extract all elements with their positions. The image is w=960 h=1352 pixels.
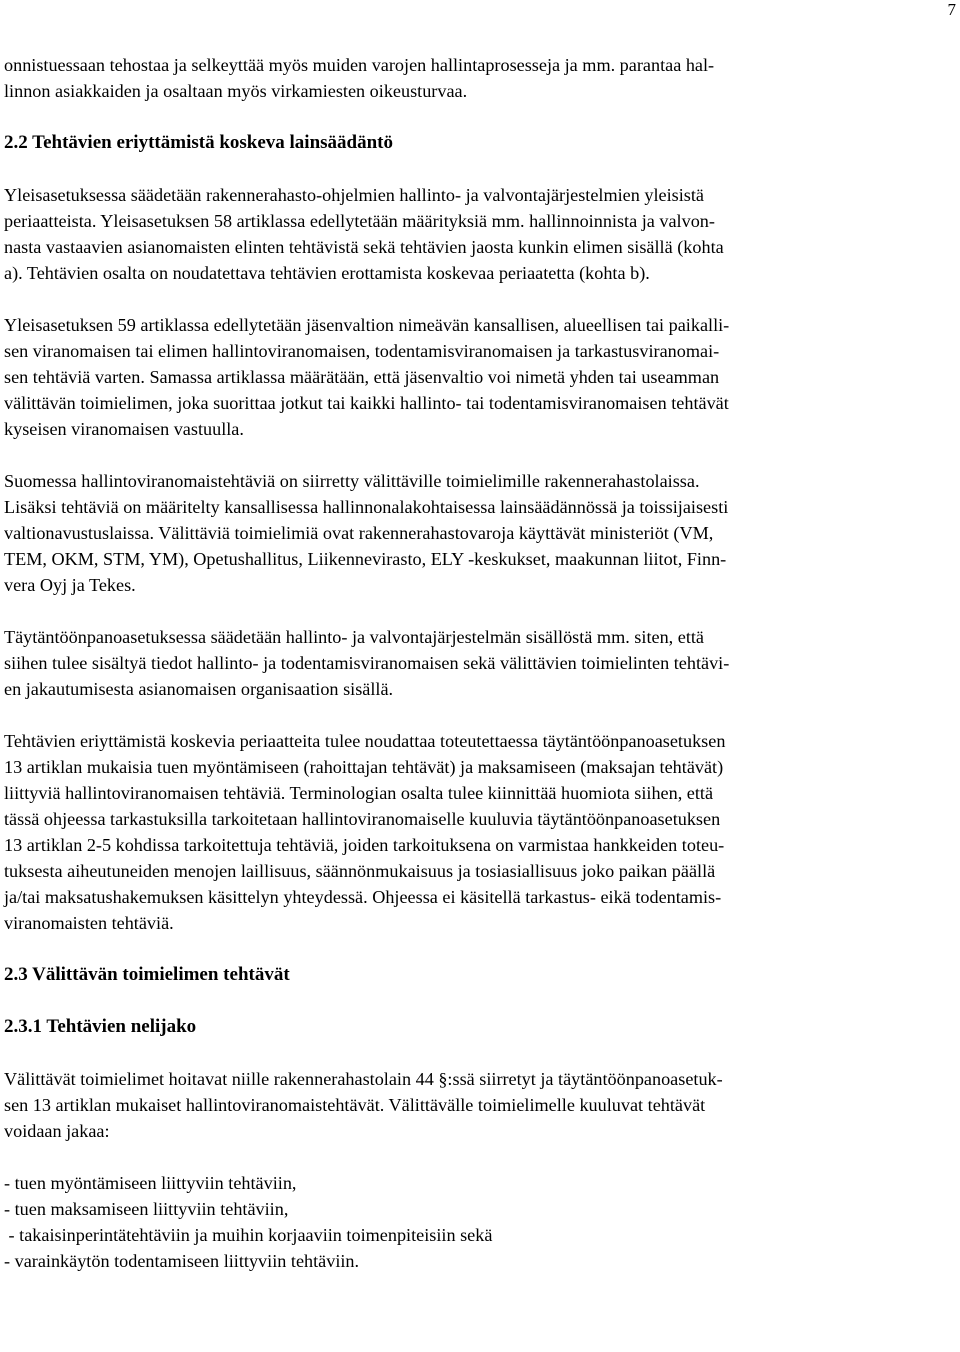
- text-line: 13 artiklan 2-5 kohdissa tarkoitettuja tehtäviä, joiden tarkoituksena on varmistaa hankkeiden toteu-: [4, 835, 725, 855]
- text-line: a). Tehtävien osalta on noudatettava tehtävien erottamista koskevaa periaatetta (kohta b).: [4, 263, 650, 283]
- text-line: siihen tulee sisältyä tiedot hallinto- ja todentamisviranomaisen sekä välittävien toimielinten tehtävi-: [4, 653, 730, 673]
- document-body: [4, 52, 950, 1274]
- text-line: Suomessa hallintoviranomaistehtäviä on siirretty välittäville toimielimille rakennerahastolaissa.: [4, 471, 700, 491]
- paragraph-suomessa: [4, 468, 950, 598]
- text-line: liittyviä hallintoviranomaisen tehtäviä. Terminologian osalta tulee kiinnittää huomiota siihen, että: [4, 783, 714, 803]
- text-line: tässä ohjeessa tarkastuksilla tarkoitetaan hallintoviranomaiselle kuuluvia täytäntöönpanoasetuksen: [4, 809, 721, 829]
- paragraph-eriyttamisen-periaatteet: [4, 728, 950, 936]
- list-item: - takaisinperintätehtäviin ja muihin korjaaviin toimenpiteisiin sekä: [4, 1225, 493, 1245]
- text-line: Yleisasetuksen 59 artiklassa edellytetään jäsenvaltion nimeävän kansallisen, alueellisen tai paikalli-: [4, 315, 730, 335]
- text-line: valtionavustuslaissa. Välittäviä toimielimiä ovat rakennerahastovaroja käyttävät ministeriöt (VM,: [4, 523, 714, 543]
- text-line: sen tehtäviä varten. Samassa artiklassa määrätään, että jäsenvaltio voi nimetä yhden tai useamman: [4, 367, 720, 387]
- text-line: välittävän toimielimen, joka suorittaa jotkut tai kaikki hallinto- tai todentamisviranomaisen tehtävät: [4, 393, 729, 413]
- section-heading-2-3: 2.3 Välittävän toimielimen tehtävät: [4, 964, 290, 985]
- text-line: sen 13 artiklan mukaiset hallintoviranomaistehtävät. Välittävälle toimielimelle kuuluvat tehtävät: [4, 1095, 706, 1115]
- paragraph-yleisasetus-59: [4, 312, 950, 442]
- text-line: kyseisen viranomaisen vastuulla.: [4, 419, 244, 439]
- text-line: sen viranomaisen tai elimen hallintoviranomaisen, todentamisviranomaisen ja tarkastusviranomai-: [4, 341, 720, 361]
- text-line: voidaan jakaa:: [4, 1121, 110, 1141]
- text-line: Tehtävien eriyttämistä koskevia periaatteita tulee noudattaa toteutettaessa täytäntöönpanoasetuksen: [4, 731, 726, 751]
- text-line: Lisäksi tehtäviä on määritelty kansallisessa hallinnonalakohtaisessa lainsäädännössä ja toissijaisesti: [4, 497, 729, 517]
- text-line: linnon asiakkaiden ja osaltaan myös virkamiesten oikeusturvaa.: [4, 81, 468, 101]
- text-line: TEM, OKM, STM, YM), Opetushallitus, Liikennevirasto, ELY -keskukset, maakunnan liitot, Finn-: [4, 549, 727, 569]
- list-item: - tuen maksamiseen liittyviin tehtäviin,: [4, 1199, 289, 1219]
- paragraph-valittavat-toimielimet: [4, 1066, 950, 1144]
- text-line: en jakautumisesta asianomaisen organisaation sisällä.: [4, 679, 394, 699]
- list-item: - varainkäytön todentamiseen liittyviin tehtäviin.: [4, 1251, 360, 1271]
- page-number: 7: [947, 0, 956, 19]
- paragraph-taytantoonpanoasetus: [4, 624, 950, 702]
- text-line: periaatteista. Yleisasetuksen 58 artiklassa edellytetään määrityksiä mm. hallinnoinnista ja valvon-: [4, 211, 715, 231]
- text-line: viranomaisten tehtäviä.: [4, 913, 174, 933]
- text-line: 13 artiklan mukaisia tuen myöntämiseen (rahoittajan tehtävät) ja maksamiseen (maksajan tehtävät): [4, 757, 724, 777]
- section-heading-2-2: 2.2 Tehtävien eriyttämistä koskeva lainsäädäntö: [4, 132, 394, 153]
- text-line: Välittävät toimielimet hoitavat niille rakennerahastolain 44 §:ssä siirretyt ja täytäntöönpanoasetuk-: [4, 1069, 723, 1089]
- text-line: nasta vastaavien asianomaisten elinten tehtävistä sekä tehtävien jaosta kunkin elimen sisällä (kohta: [4, 237, 724, 257]
- paragraph-intro-continuation: [4, 52, 950, 104]
- text-line: Yleisasetuksessa säädetään rakennerahasto-ohjelmien hallinto- ja valvontajärjestelmien yleisistä: [4, 185, 704, 205]
- text-line: onnistuessaan tehostaa ja selkeyttää myös muiden varojen hallintaprosesseja ja mm. parantaa hal-: [4, 55, 715, 75]
- text-line: ja/tai maksatushakemuksen käsittelyn yhteydessä. Ohjeessa ei käsitellä tarkastus- eikä todentamis-: [4, 887, 722, 907]
- text-line: Täytäntöönpanoasetuksessa säädetään hallinto- ja valvontajärjestelmän sisällöstä mm. siten, että: [4, 627, 705, 647]
- paragraph-yleisasetus-58: [4, 182, 950, 286]
- text-line: tuksesta aiheutuneiden menojen laillisuus, säännönmukaisuus ja tosiasiallisuus joko paikan päällä: [4, 861, 716, 881]
- section-heading-2-3-1: 2.3.1 Tehtävien nelijako: [4, 1016, 197, 1037]
- text-line: vera Oyj ja Tekes.: [4, 575, 136, 595]
- task-list: [4, 1170, 950, 1274]
- list-item: - tuen myöntämiseen liittyviin tehtäviin,: [4, 1173, 297, 1193]
